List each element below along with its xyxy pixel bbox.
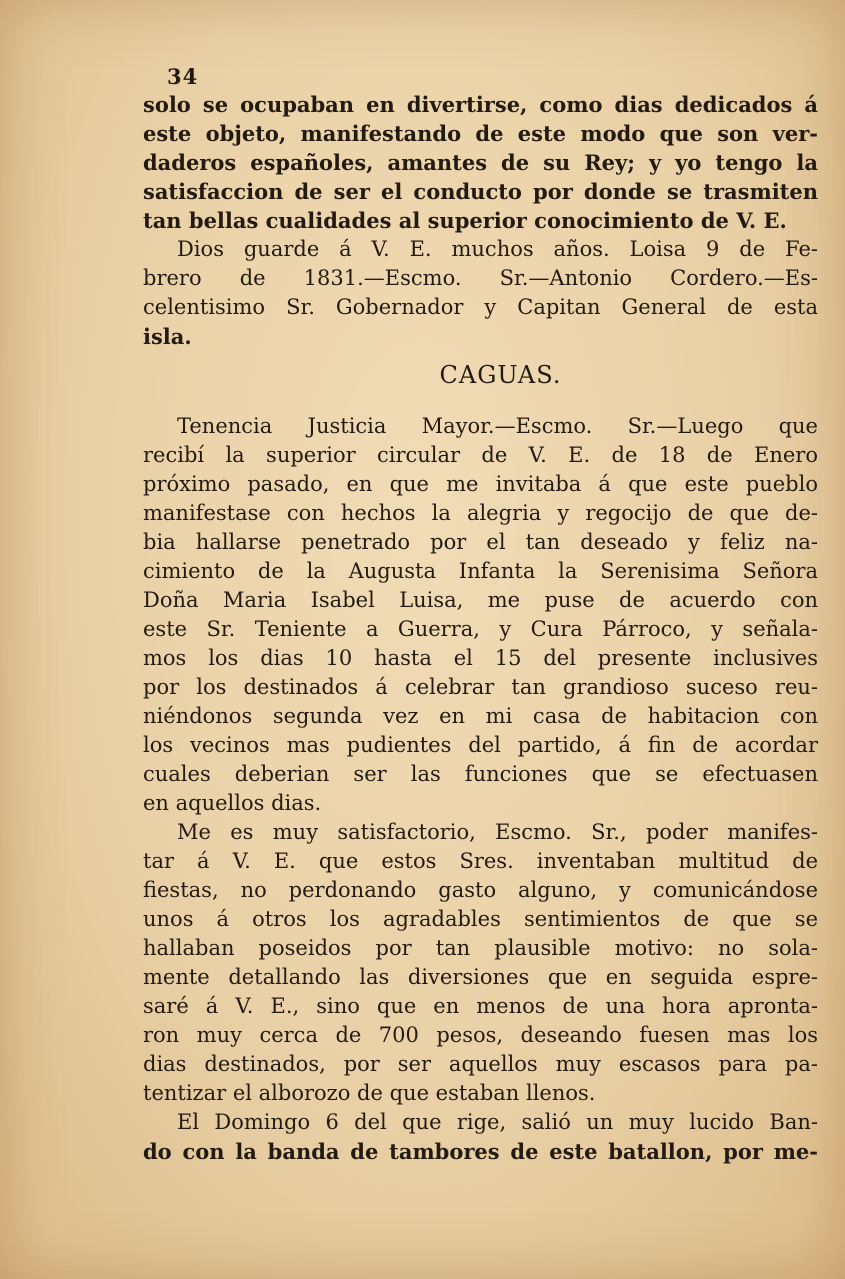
page-number: 34 <box>167 64 199 89</box>
text-line: solo se ocupaban en divertirse, como dias dedicados á <box>143 92 818 117</box>
text-line: daderos españoles, amantes de su Rey; y yo tengo la <box>143 150 818 175</box>
text-line: satisfaccion de ser el conducto por donde se trasmiten <box>143 179 818 204</box>
text-line: unos á otros los agradables sentimientos de que se <box>143 907 818 931</box>
text-line: Tenencia Justicia Mayor.—Escmo. Sr.—Luego que <box>177 414 818 438</box>
text-line: cuales deberian ser las funciones que se efectuasen <box>143 762 818 786</box>
section-heading: CAGUAS. <box>439 361 562 389</box>
text-line: tentizar el alborozo de que estaban llenos. <box>143 1081 596 1105</box>
text-line: celentisimo Sr. Gobernador y Capitan General de esta <box>143 295 818 319</box>
page-text <box>143 90 818 1166</box>
text-line: isla. <box>143 324 192 349</box>
paragraph-3 <box>143 412 818 818</box>
text-line: recibí la superior circular de V. E. de 18 de Enero <box>143 443 818 467</box>
text-line: do con la banda de tambores de este batallon, por me- <box>143 1139 818 1164</box>
paragraph-1 <box>143 90 818 235</box>
text-line: por los destinados á celebrar tan grandioso suceso reu- <box>143 675 818 699</box>
text-line: próximo pasado, en que me invitaba á que este pueblo <box>143 472 818 496</box>
text-line: Dios guarde á V. E. muchos años. Loisa 9 de Fe- <box>177 237 818 261</box>
text-line: manifestase con hechos la alegria y regocijo de que de- <box>143 501 818 525</box>
text-line: El Domingo 6 del que rige, salió un muy lucido Ban- <box>177 1110 818 1134</box>
text-line: bia hallarse penetrado por el tan deseado y feliz na- <box>143 530 818 554</box>
text-line: los vecinos mas pudientes del partido, á fin de acordar <box>143 733 818 757</box>
text-line: brero de 1831.—Escmo. Sr.—Antonio Cordero.—Es- <box>143 266 818 290</box>
text-line: ron muy cerca de 700 pesos, deseando fuesen mas los <box>143 1023 818 1047</box>
text-line: mente detallando las diversiones que en seguida espre- <box>143 965 818 989</box>
text-line: fiestas, no perdonando gasto alguno, y comunicándose <box>143 878 818 902</box>
text-line: este Sr. Teniente a Guerra, y Cura Párroco, y señala- <box>143 617 818 641</box>
text-line: dias destinados, por ser aquellos muy escasos para pa- <box>143 1052 818 1076</box>
text-line: Doña Maria Isabel Luisa, me puse de acuerdo con <box>143 588 818 612</box>
text-line: este objeto, manifestando de este modo que son ver- <box>143 121 818 146</box>
text-line: Me es muy satisfactorio, Escmo. Sr., poder manifes- <box>177 820 818 844</box>
text-line: tan bellas cualidades al superior conocimiento de V. E. <box>143 208 787 233</box>
text-line: tar á V. E. que estos Sres. inventaban multitud de <box>143 849 818 873</box>
text-line: mos los dias 10 hasta el 15 del presente inclusives <box>143 646 818 670</box>
paragraph-2 <box>143 235 818 351</box>
text-line: cimiento de la Augusta Infanta la Serenisima Señora <box>143 559 818 583</box>
paragraph-5 <box>143 1108 818 1166</box>
text-line: saré á V. E., sino que en menos de una hora apronta- <box>143 994 818 1018</box>
text-line: niéndonos segunda vez en mi casa de habitacion con <box>143 704 818 728</box>
paragraph-4 <box>143 818 818 1108</box>
text-line: en aquellos dias. <box>143 791 322 815</box>
text-line: hallaban poseidos por tan plausible motivo: no sola- <box>143 936 818 960</box>
